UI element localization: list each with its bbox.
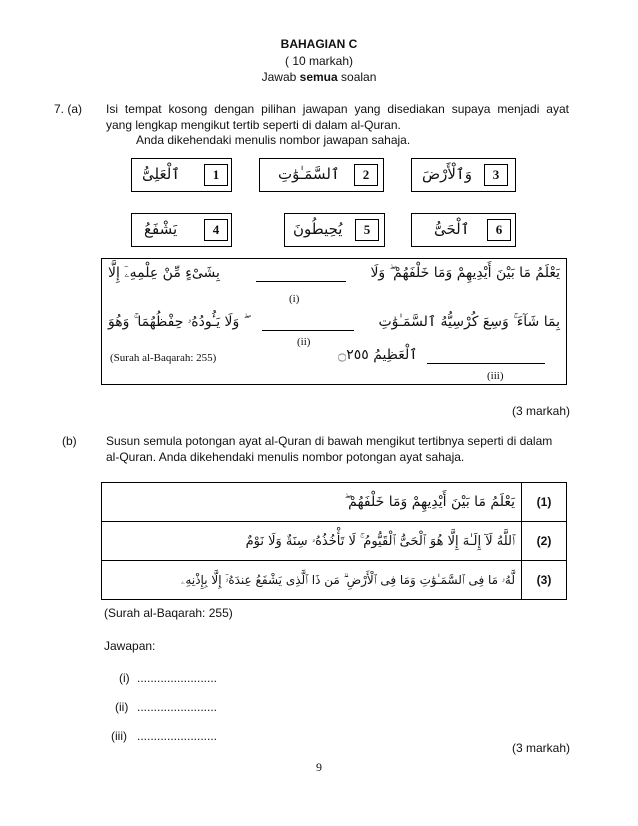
instruction-bold: semua (299, 70, 338, 84)
option-number-3: 3 (484, 164, 508, 186)
answer-line-iii[interactable]: ........................ (137, 729, 218, 743)
verse-line-2-left: ۖ وَلَا يَـُٔودُهُۥ حِفْظُهُمَا ۚ وَهُوَ (108, 314, 244, 330)
option-box-2 (259, 158, 384, 192)
verse-line-1-left: بِشَىْءٍ مِّنْ عِلْمِهِۦٓ إِلَّا (108, 265, 220, 281)
option-box-4 (131, 213, 232, 247)
question-b-marks: (3 markah) (511, 741, 570, 755)
option-text-2: ٱلسَّمَـٰوَٰتِ (278, 165, 340, 183)
table-row (102, 522, 567, 561)
surah-reference-b: (Surah al-Baqarah: 255) (104, 606, 233, 620)
answer-label-iii: (iii) (111, 729, 127, 743)
verse-segment-2: ٱللَّهُ لَآ إِلَـٰهَ إِلَّا هُوَ ٱلْحَىُّ ٱلْقَيُّومُ ۚ لَا تَأْخُذُهُۥ سِنَةٌ وَلَا نَوْمٌ (245, 533, 515, 549)
option-text-1: ٱلْعَلِىُّ (142, 165, 181, 183)
verse-segment-cell (102, 561, 522, 600)
blank-i (256, 271, 346, 282)
instruction-prefix: Jawab (261, 70, 297, 84)
table-row (102, 561, 567, 600)
answer-line-ii[interactable]: ........................ (137, 700, 218, 714)
option-text-6: ٱلْحَىُّ (434, 220, 470, 238)
section-marks: ( 10 markah) (284, 54, 354, 68)
blank-iii (427, 353, 545, 364)
segment-number-2: (2) (522, 522, 567, 561)
option-text-3: وَٱلْأَرْضَ (422, 165, 472, 183)
question-b-instruction-1: Susun semula potongan ayat al-Quran di bawah mengikut tertibnya seperti di dalam (106, 434, 553, 448)
segment-number-3: (3) (522, 561, 567, 600)
option-number-4: 4 (204, 219, 228, 241)
option-box-6 (411, 213, 516, 247)
option-number-5: 5 (355, 219, 379, 241)
section-title: BAHAGIAN C (280, 37, 358, 51)
answer-label: Jawapan: (104, 639, 156, 653)
option-text-5: يُحِيطُونَ (293, 220, 343, 238)
option-number-1: 1 (204, 164, 228, 186)
option-number-6: 6 (487, 219, 511, 241)
option-box-3 (411, 158, 516, 192)
blank-label-i: (i) (289, 293, 300, 305)
question-7a-instruction-3: Anda dikehendaki menulis nombor jawapan sahaja. (136, 133, 411, 147)
question-7a-instruction-2: yang lengkap mengikut tertib seperti di dalam al-Quran. (106, 118, 401, 132)
option-number-2: 2 (354, 164, 378, 186)
option-box-5 (284, 213, 385, 247)
question-b-label: (b) (62, 434, 77, 448)
question-7a-instruction-1: Isi tempat kosong dengan pilihan jawapan yang disediakan supaya menjadi ayat (106, 102, 569, 116)
page-number: 9 (316, 760, 322, 774)
surah-reference-a: (Surah al-Baqarah: 255) (110, 352, 217, 364)
option-box-1 (131, 158, 232, 192)
answer-label-ii: (ii) (115, 700, 129, 714)
verse-line-1-right: يَعْلَمُ مَا بَيْنَ أَيْدِيهِمْ وَمَا خَلْفَهُمْ ۖ وَلَا (370, 265, 560, 281)
verse-line-2-right: بِمَا شَآءَ ۚ وَسِعَ كُرْسِيُّهُ ٱلسَّمَـٰوَٰتِ (378, 314, 560, 330)
verse-segment-cell (102, 522, 522, 561)
table-row (102, 483, 567, 522)
blank-ii (262, 320, 354, 331)
blank-label-ii: (ii) (297, 336, 311, 348)
answer-line-i[interactable]: ........................ (137, 671, 218, 685)
verse-segment-1: يَعْلَمُ مَا بَيْنَ أَيْدِيهِمْ وَمَا خَلْفَهُمْ ۖ (344, 494, 515, 510)
instruction-suffix: soalan (341, 70, 377, 84)
section-instruction (0, 70, 638, 84)
verse-segment-cell (102, 483, 522, 522)
answer-label-i: (i) (119, 671, 130, 685)
question-7a-marks: (3 markah) (511, 404, 570, 418)
question-b-instruction-2: al-Quran. Anda dikehendaki menulis nombor potongan ayat sahaja. (106, 450, 465, 464)
verse-segment-3: لَّهُۥ مَا فِى ٱلسَّمَـٰوَٰتِ وَمَا فِى ٱلْأَرْضِ ۗ مَن ذَا ٱلَّذِى يَشْفَعُ عِندَهُۥٓ إِلَّا بِإِذْنِهِۦ (180, 572, 515, 587)
verse-line-3: ٱلْعَظِيمُ ۝٢٥٥ (338, 347, 418, 363)
segment-number-1: (1) (522, 483, 567, 522)
option-text-4: يَشْفَعُ (144, 220, 178, 238)
question-7a-number: 7. (a) (54, 102, 83, 116)
arrangement-table (101, 482, 567, 600)
blank-label-iii: (iii) (487, 370, 504, 382)
verse-box (101, 258, 567, 385)
